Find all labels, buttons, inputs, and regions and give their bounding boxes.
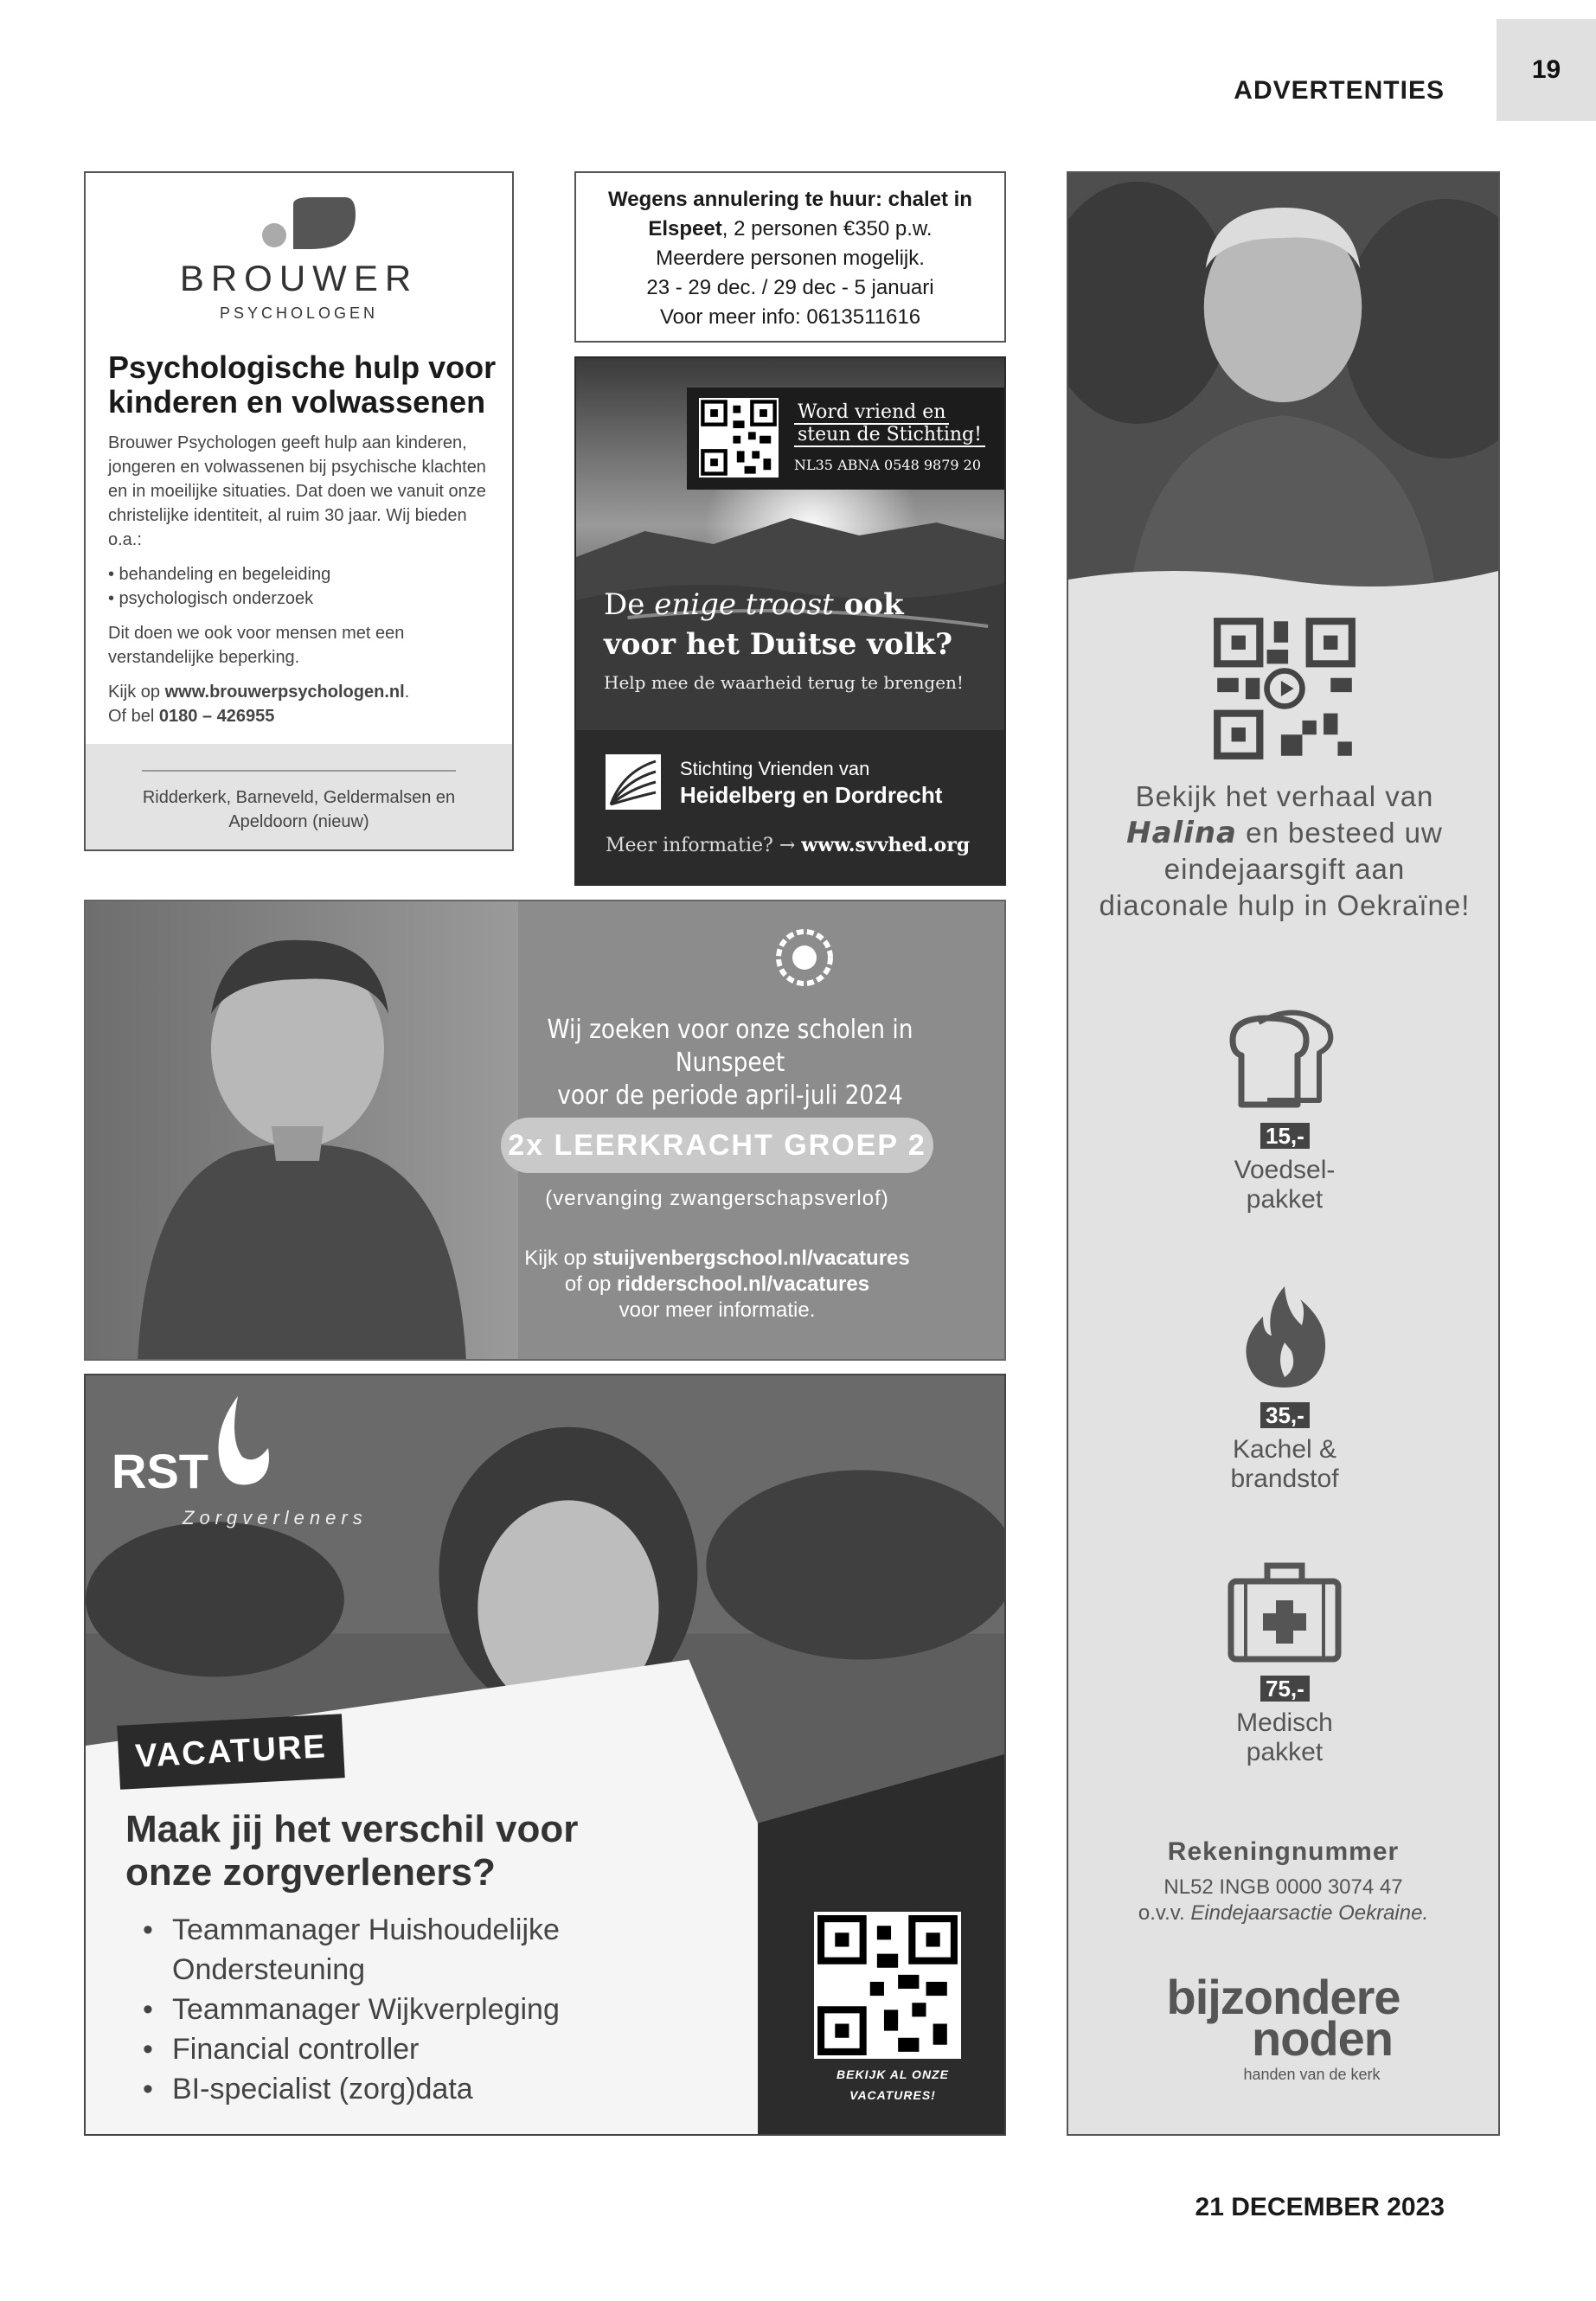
chalet-line: Wegens annulering te huur: chalet in — [608, 188, 972, 211]
brouwer-phone-prefix: Of bel — [108, 707, 159, 726]
halina-portrait-photo — [1068, 173, 1498, 606]
package-label-line: Medisch — [1236, 1708, 1333, 1737]
package-label — [1155, 1156, 1414, 1215]
school-more-info: voor meer informatie. — [619, 1298, 816, 1322]
ad-school-vacancy — [84, 900, 1006, 1361]
ad-bijzondere-noden-oekraine — [1067, 171, 1500, 2136]
qr-code-icon[interactable] — [699, 398, 779, 478]
school-position: 2x LEERKRACHT GROEP 2 — [501, 1118, 933, 1173]
reference-prefix: o.v.v. — [1138, 1901, 1191, 1925]
brouwer-extra: Dit doen we ook voor mensen met een verstandelijke beperking. — [108, 624, 405, 667]
brouwer-subtitle: PSYCHOLOGEN — [219, 304, 379, 322]
appeal-line: en besteed uw — [1237, 817, 1443, 849]
qr-code-icon[interactable] — [814, 1912, 961, 2059]
ad-rst-zorgverleners — [84, 1374, 1006, 2136]
chalet-location: Elspeet — [648, 217, 722, 240]
heidelberg-subtitle: Help mee de waarheid terug te brengen! — [604, 672, 964, 693]
brouwer-footer — [86, 744, 512, 849]
rst-position: • Teammanager Huishoudelijke Ondersteuning — [125, 1910, 662, 1990]
chalet-contact: Voor meer info: 0613511616 — [659, 305, 921, 329]
appeal-name: Halina — [1126, 816, 1237, 850]
rst-brand-sub: Zorgverleners — [183, 1507, 368, 1529]
appeal-line: Bekijk het verhaal van — [1135, 780, 1434, 812]
school-logo-icon — [774, 927, 835, 988]
headline-emphasis: enige troost — [654, 587, 834, 622]
headline-part: voor het Duitse volk? — [604, 627, 953, 662]
heidelberg-headline — [604, 585, 993, 664]
brouwer-locations: Ridderkerk, Barneveld, Geldermalsen en Apeldoorn (nieuw) — [142, 788, 456, 831]
account-reference — [1068, 1901, 1498, 1926]
school-link-prefix: Kijk op — [524, 1247, 593, 1270]
brouwer-web-line — [108, 680, 497, 704]
brouwer-phone-line — [108, 704, 497, 728]
rst-position: • Teammanager Wijkverpleging — [125, 1990, 662, 2029]
package-label-line: pakket — [1246, 1185, 1324, 1214]
brouwer-bullet: • behandeling en begeleiding — [108, 565, 331, 584]
rst-qr-caption-line: VACATURES! — [849, 2088, 936, 2102]
school-heading-line: Wij zoeken voor onze scholen in Nunspeet — [547, 1015, 913, 1078]
brouwer-logo-icon — [259, 197, 356, 249]
chalet-price: , 2 personen €350 p.w. — [721, 217, 933, 240]
package-label-line: brandstof — [1230, 1465, 1339, 1493]
package-price: 15,- — [1260, 1123, 1310, 1149]
rst-headline — [125, 1808, 731, 1894]
bread-icon — [1224, 1005, 1345, 1113]
rst-logo-icon — [203, 1396, 272, 1491]
child-photo — [86, 901, 518, 1361]
qr-call-to-action: steun de Stichting! — [794, 424, 985, 447]
package-label — [1155, 1708, 1414, 1767]
account-iban: NL52 INGB 0000 3074 47 — [1163, 1875, 1403, 1899]
school-link-line — [492, 1246, 942, 1272]
rst-qr-caption-line: BEKIJK AL ONZE — [836, 2067, 949, 2081]
rst-brand: RST — [112, 1444, 208, 1498]
bijzondere-noden-logo: bijzondere — [1166, 1970, 1401, 2024]
page-number: 19 — [1497, 19, 1596, 121]
ad-chalet-rental — [574, 171, 1006, 343]
stichting-name: Heidelberg en Dordrecht — [680, 782, 943, 808]
account-heading: Rekeningnummer — [1167, 1837, 1400, 1866]
ad-brouwer-psychologen — [84, 171, 514, 851]
school-link-prefix: of op — [564, 1272, 617, 1296]
heidelberg-qr-card — [687, 388, 1006, 490]
chalet-dates: 23 - 29 dec. / 29 dec - 5 januari — [646, 276, 934, 299]
rst-position-list — [125, 1910, 662, 2109]
more-info-label: Meer informatie? → — [606, 835, 802, 856]
vacature-tag: VACATURE — [117, 1714, 345, 1790]
brouwer-web-prefix: Kijk op — [108, 683, 165, 702]
chalet-line: Meerdere personen mogelijk. — [656, 247, 925, 270]
bijzondere-noden-tagline: handen van de kerk — [1243, 2066, 1381, 2083]
rst-position: • Financial controller — [125, 2029, 662, 2069]
section-title: ADVERTENTIES — [1234, 76, 1445, 105]
oekraine-appeal — [1077, 779, 1492, 924]
brouwer-website-link[interactable]: www.brouwerpsychologen.nl — [164, 683, 405, 702]
brouwer-name: BROUWER — [179, 258, 419, 298]
package-label-line: pakket — [1246, 1738, 1324, 1766]
reference-text: Eindejaarsactie Oekraine. — [1190, 1901, 1429, 1925]
package-label-line: Kachel & — [1232, 1435, 1337, 1464]
divider — [142, 770, 456, 772]
appeal-line: eindejaarsgift aan — [1163, 853, 1406, 885]
qr-call-to-action: Word vriend en — [794, 401, 949, 425]
ad-stichting-heidelberg — [574, 356, 1006, 886]
school-link[interactable]: stuijvenbergschool.nl/vacatures — [592, 1247, 910, 1270]
package-label-line: Voedsel- — [1234, 1156, 1336, 1184]
qr-code-icon[interactable] — [1210, 614, 1359, 763]
stichting-name: Stichting Vrienden van — [680, 758, 870, 779]
rst-position: • BI-specialist (zorg)data — [125, 2069, 662, 2109]
school-position-note: (vervanging zwangerschapsverlof) — [545, 1187, 889, 1210]
package-price: 75,- — [1260, 1676, 1310, 1702]
heidelberg-more-info — [606, 834, 970, 856]
headline-part: ook — [833, 587, 904, 622]
brouwer-web-suffix: . — [404, 683, 410, 702]
brouwer-bullet: • psychologisch onderzoek — [108, 589, 314, 608]
heidelberg-website-link[interactable]: www.svvhed.org — [801, 834, 971, 856]
issue-date: 21 DECEMBER 2023 — [1195, 2193, 1445, 2221]
brouwer-intro: Brouwer Psychologen geeft hulp aan kinderen, jongeren en volwassenen bij psychische klachten en in moeilijke situaties. Dat doen we vanuit onze christelijke identiteit, al ruim 30 jaar. Wij bieden o.a.: — [108, 433, 486, 549]
heidelberg-iban: NL35 ABNA 0548 9879 20 — [794, 457, 981, 473]
flame-icon — [1224, 1282, 1345, 1390]
rst-headline-line: onze zorgverleners? — [125, 1851, 496, 1894]
bijzondere-noden-logo: noden — [1252, 2011, 1393, 2066]
chalet-line — [576, 215, 1004, 244]
school-link-line — [492, 1272, 942, 1298]
rst-qr-caption — [811, 2064, 975, 2106]
brouwer-headline: Psychologische hulp voor kinderen en volwassenen — [108, 349, 497, 420]
brouwer-phone: 0180 – 426955 — [158, 707, 275, 726]
school-heading-line: voor de periode april-juli 2024 — [557, 1080, 903, 1111]
package-label — [1155, 1435, 1414, 1494]
rst-headline-line: Maak jij het verschil voor — [125, 1808, 579, 1850]
medical-kit-icon — [1224, 1557, 1345, 1665]
package-price: 35,- — [1260, 1402, 1310, 1428]
stichting-logo-icon — [606, 754, 661, 810]
headline-part: De — [604, 587, 655, 622]
appeal-line: diaconale hulp in Oekraïne! — [1099, 889, 1471, 921]
school-link[interactable]: ridderschool.nl/vacatures — [616, 1272, 870, 1296]
school-heading — [521, 1014, 939, 1112]
